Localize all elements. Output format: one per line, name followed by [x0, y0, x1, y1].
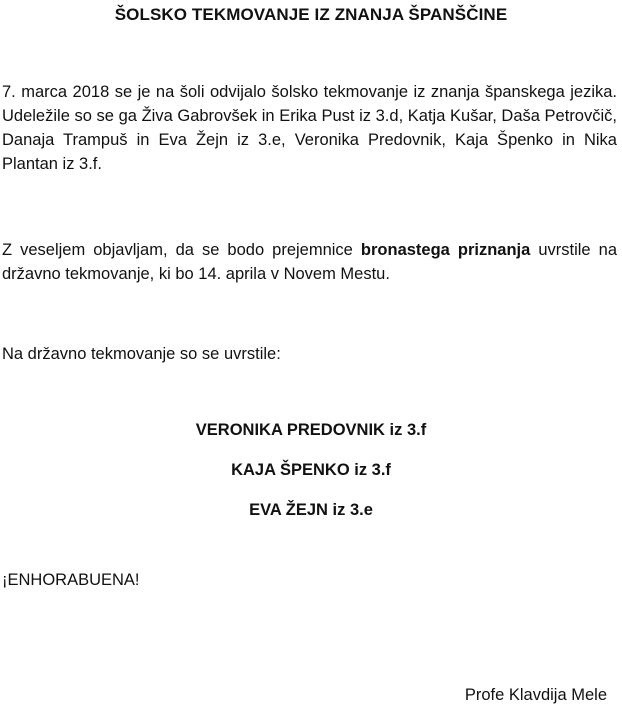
- qualified-student: EVA ŽEJN iz 3.e: [249, 501, 373, 519]
- document-title: ŠOLSKO TEKMOVANJE IZ ZNANJA ŠPANŠČINE: [114, 5, 508, 24]
- signature: Profe Klavdija Mele: [464, 686, 607, 704]
- intro-paragraph: 7. marca 2018 se je na šoli odvijalo šolsko tekmovanje iz znanja španskega jezika. Udeležile so se ga Živa Gabrovšek in Erika Pust iz 3.d, Katja Kušar, Daša Petrovčič, Danaja Trampuš in Eva Žejn iz 3.e, Veronika Predovnik, Kaja Špenko in Nika Plantan iz 3.f.: [2, 83, 617, 173]
- qualified-heading: Na državno tekmovanje so se uvrstile:: [2, 345, 281, 363]
- announcement-paragraph: [2, 238, 617, 286]
- qualified-student: KAJA ŠPENKO iz 3.f: [231, 461, 391, 479]
- qualified-student: VERONIKA PREDOVNIK iz 3.f: [195, 421, 427, 439]
- announcement-highlight: bronastega priznanja: [360, 241, 531, 259]
- announcement-text-before: Z veseljem objavljam, da se bodo prejemnice: [2, 241, 361, 259]
- qualified-list: [0, 418, 622, 538]
- closing-greeting: ¡ENHORABUENA!: [2, 571, 140, 589]
- announcement-text-after: uvrstile na državno tekmovanje, ki bo 14. aprila v Novem Mestu.: [2, 241, 617, 283]
